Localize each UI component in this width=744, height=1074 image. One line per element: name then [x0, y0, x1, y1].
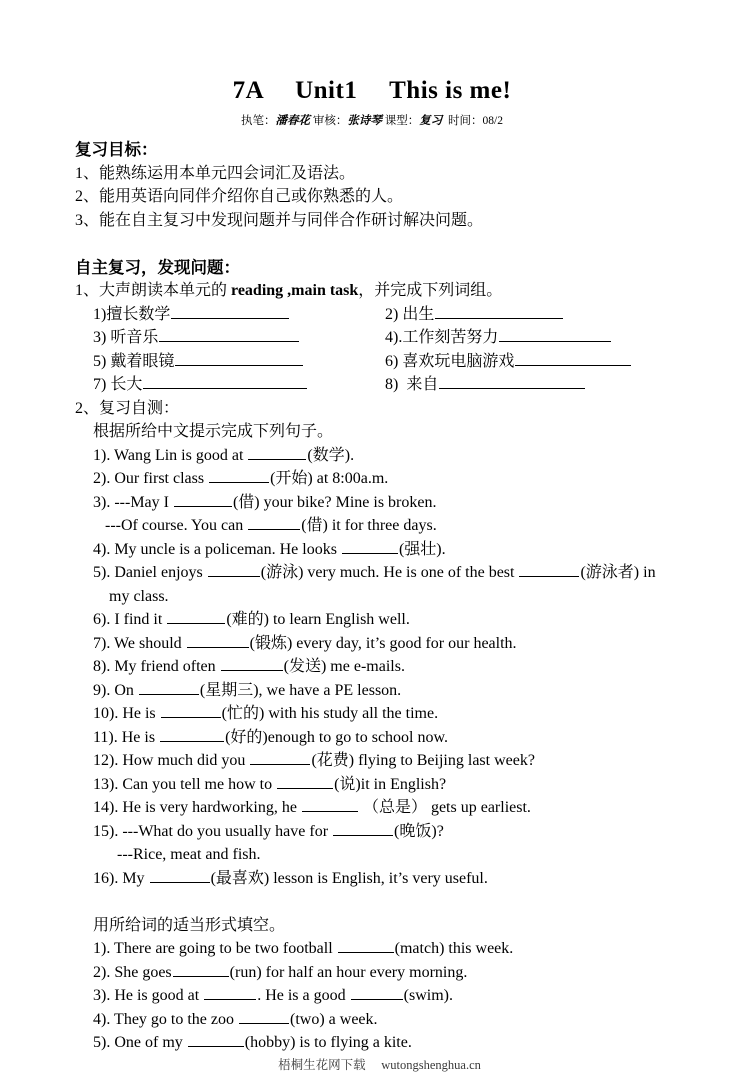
answer-blank[interactable]: [188, 1033, 244, 1047]
exercise-sentence: [93, 937, 704, 961]
sentence-text: 4). They go to the zoo: [93, 1010, 239, 1028]
sentence-text: (锻炼) every day, it’s good for our health.: [249, 634, 517, 652]
phrase-text: 喜欢玩电脑游戏: [398, 352, 515, 370]
sentence-list: [75, 444, 704, 891]
phrase-item: [93, 373, 385, 397]
task1-suffix: ，并完成下列词组。: [358, 282, 503, 299]
exercise-sentence: [93, 702, 704, 726]
phrase-answer-blank[interactable]: [439, 374, 585, 389]
answer-blank[interactable]: [239, 1010, 289, 1024]
phrase-text: 工作刻苦努力: [402, 329, 499, 346]
exercise-sentence: [93, 561, 704, 585]
phrase-row: [93, 373, 704, 397]
answer-blank[interactable]: [250, 751, 310, 765]
objective-item: 1、能熟练运用本单元四会词汇及语法。: [75, 164, 356, 182]
phrase-answer-blank[interactable]: [159, 327, 299, 342]
sentence-text: 13). Can you tell me how to: [93, 775, 277, 793]
sentence-text: 9). On: [93, 681, 138, 699]
phrase-item: [385, 350, 704, 374]
sentence-text: (开始) at 8:00a.m.: [270, 470, 389, 487]
phrase-grid: [75, 303, 704, 397]
answer-blank[interactable]: [208, 563, 260, 577]
phrase-text: 听音乐: [106, 329, 159, 346]
sentence-text: 5). Daniel enjoys: [93, 564, 207, 581]
exercise-sentence: [93, 608, 704, 632]
sentence-text: (花费) flying to Beijing last week?: [311, 752, 535, 769]
answer-blank[interactable]: [221, 657, 283, 671]
document-body: [0, 129, 744, 1074]
task3-instruction: 用所给词的适当形式填空。: [93, 916, 286, 934]
section-spacer: [75, 890, 704, 914]
sentence-text: (难的) to learn English well.: [226, 611, 410, 628]
watermark-site-url: wutongshenghua.cn: [381, 1057, 481, 1072]
answer-blank[interactable]: [204, 986, 256, 1000]
sentence-text: (忙的) with his study all the time.: [221, 705, 439, 722]
phrase-number: 8): [385, 376, 399, 393]
exercise-sentence: [93, 655, 704, 679]
footer-watermark: [75, 1055, 704, 1074]
phrase-row: [93, 326, 704, 350]
sentence-text: 3). ---May I: [93, 493, 173, 511]
sentence-text: 5). One of my: [93, 1034, 187, 1051]
phrase-item: [385, 326, 704, 350]
byline-lesson-type-label: 课型：: [384, 115, 420, 127]
sentence-text: my class.: [93, 587, 169, 605]
phrase-text: 擅长数学: [106, 305, 171, 323]
phrase-row: [93, 303, 704, 327]
answer-blank[interactable]: [174, 493, 232, 507]
answer-blank[interactable]: [150, 869, 210, 883]
task1-prefix: 1、大声朗读本单元的: [75, 282, 232, 299]
sentence-text: 8). My friend often: [93, 658, 220, 675]
self-review-heading: 自主复习，发现问题：: [75, 257, 240, 277]
sentence-text: 14). He is very hardworking, he: [93, 799, 301, 816]
phrase-answer-blank[interactable]: [435, 304, 563, 319]
byline: [0, 106, 744, 129]
sentence-text: 6). I find it: [93, 611, 167, 628]
sentence-text: (星期三), we have a PE lesson.: [199, 681, 402, 699]
sentence-text: 2). She goes: [93, 963, 172, 981]
exercise-sentence: [93, 679, 704, 703]
exercise-sentence: [93, 538, 704, 562]
answer-blank[interactable]: [277, 775, 333, 789]
phrase-item: [93, 326, 385, 350]
exercise-sentence: [93, 843, 704, 867]
sentence-text: (好的)enough to go to school now.: [225, 728, 449, 746]
word-form-list: [75, 937, 704, 1055]
byline-lesson-type-value: 复习: [419, 115, 443, 127]
phrase-item: [93, 350, 385, 374]
answer-blank[interactable]: [167, 610, 225, 624]
phrase-number: 7): [93, 376, 107, 393]
sentence-text: (发送) me e-mails.: [283, 658, 405, 675]
phrase-text: 长大: [106, 376, 143, 393]
byline-time-label: 时间：: [448, 115, 483, 127]
phrase-number: 5): [93, 352, 107, 370]
sentence-text: 10). He is: [93, 705, 160, 722]
phrase-row: [93, 350, 704, 374]
exercise-sentence: [93, 773, 704, 797]
objective-item: 2、能用英语向同伴介绍你自己或你熟悉的人。: [75, 188, 404, 205]
answer-blank[interactable]: [187, 634, 249, 648]
exercise-sentence: [93, 1008, 704, 1032]
exercise-sentence: [93, 491, 704, 515]
answer-blank[interactable]: [302, 798, 358, 812]
answer-blank[interactable]: [338, 939, 394, 953]
answer-blank[interactable]: [333, 822, 393, 836]
objective-item: 3、能在自主复习中发现问题并与同伴合作研讨解决问题。: [75, 211, 484, 229]
sentence-text: 16). My: [93, 869, 149, 887]
exercise-sentence: [93, 1031, 704, 1055]
sentence-text: （总是） gets up earliest.: [358, 799, 531, 816]
byline-reviewer-name: 张诗琴: [347, 115, 382, 127]
sentence-text: (run) for half an hour every morning.: [229, 963, 468, 981]
sentence-text: (游泳者) in: [580, 564, 656, 581]
answer-blank[interactable]: [161, 704, 221, 718]
sentence-text: 2). Our first class: [93, 470, 209, 487]
sentence-text: (借) your bike? Mine is broken.: [232, 493, 437, 511]
task1-instruction: [75, 279, 704, 303]
phrase-text: 来自: [398, 376, 439, 393]
answer-blank[interactable]: [342, 540, 398, 554]
sentence-text: ---Rice, meat and fish.: [93, 846, 261, 863]
answer-blank[interactable]: [173, 963, 229, 977]
answer-blank[interactable]: [248, 516, 300, 530]
phrase-answer-blank[interactable]: [499, 327, 611, 342]
objectives-heading: 复习目标：: [75, 140, 158, 159]
sentence-text: (match) this week.: [394, 940, 514, 957]
exercise-sentence: [93, 585, 704, 609]
exercise-sentence: [93, 749, 704, 773]
phrase-answer-blank[interactable]: [175, 351, 303, 366]
sentence-text: (swim).: [403, 987, 453, 1004]
phrase-answer-blank[interactable]: [171, 304, 289, 319]
byline-author-label: 执笔：: [241, 115, 276, 127]
sentence-text: (说)it in English?: [334, 775, 447, 793]
sentence-text: (借) it for three days.: [301, 517, 437, 534]
sentence-text: 7). We should: [93, 634, 186, 652]
answer-blank[interactable]: [351, 986, 403, 1000]
exercise-sentence: [93, 867, 704, 891]
phrase-number: 3): [93, 329, 107, 346]
phrase-item: [93, 303, 385, 327]
byline-time-value: 08/2: [482, 115, 503, 127]
watermark-site-cn: 梧桐生花网下载: [278, 1057, 366, 1072]
phrase-answer-blank[interactable]: [515, 351, 631, 366]
section-spacer: [75, 232, 704, 256]
sentence-text: 3). He is good at: [93, 987, 204, 1004]
sentence-text: (晚饭)?: [394, 822, 444, 840]
task1-bold-term: reading ,main task: [231, 282, 359, 299]
task2-heading: 2、复习自测：: [75, 399, 180, 417]
byline-author-name: 潘春花: [275, 115, 311, 127]
answer-blank[interactable]: [519, 563, 579, 577]
exercise-sentence: [93, 984, 704, 1008]
phrase-number: 1): [93, 305, 107, 323]
phrase-text: 戴着眼镜: [106, 352, 175, 370]
exercise-sentence: [93, 467, 704, 491]
answer-blank[interactable]: [209, 469, 269, 483]
page-title: 7A Unit1 This is me!: [232, 77, 512, 104]
phrase-number: 6): [385, 352, 399, 370]
sentence-text: 12). How much did you: [93, 752, 250, 769]
answer-blank[interactable]: [160, 728, 224, 742]
sentence-text: 1). Wang Lin is good at: [93, 446, 248, 464]
sentence-text: . He is a good: [257, 987, 350, 1004]
phrase-item: [385, 303, 704, 327]
sentence-text: ---Of course. You can: [93, 517, 248, 534]
sentence-text: (最喜欢) lesson is English, it’s very useful.: [210, 869, 488, 887]
sentence-text: 15). ---What do you usually have for: [93, 822, 333, 840]
exercise-sentence: [93, 514, 704, 538]
exercise-sentence: [93, 796, 704, 820]
phrase-item: [385, 373, 704, 397]
byline-reviewer-label: 审核：: [312, 115, 348, 127]
sentence-text: (强壮).: [398, 540, 446, 558]
exercise-sentence: [93, 632, 704, 656]
exercise-sentence: [93, 444, 704, 468]
task2-instruction: 根据所给中文提示完成下列句子。: [93, 423, 334, 440]
sentence-text: 11). He is: [93, 728, 160, 746]
exercise-sentence: [93, 726, 704, 750]
exercise-sentence: [93, 961, 704, 985]
exercise-sentence: [93, 820, 704, 844]
phrase-number: 2): [385, 305, 399, 323]
phrase-text: 出生: [398, 305, 435, 323]
sentence-text: (数学).: [307, 446, 355, 464]
answer-blank[interactable]: [139, 681, 199, 695]
sentence-text: (游泳) very much. He is one of the best: [260, 564, 519, 581]
answer-blank[interactable]: [248, 446, 306, 460]
sentence-text: (hobby) is to flying a kite.: [244, 1034, 412, 1051]
phrase-answer-blank[interactable]: [143, 374, 307, 389]
sentence-text: 4). My uncle is a policeman. He looks: [93, 540, 341, 558]
sentence-text: 1). There are going to be two football: [93, 940, 337, 957]
phrase-number: 4).: [385, 329, 403, 346]
sentence-text: (two) a week.: [290, 1010, 378, 1028]
